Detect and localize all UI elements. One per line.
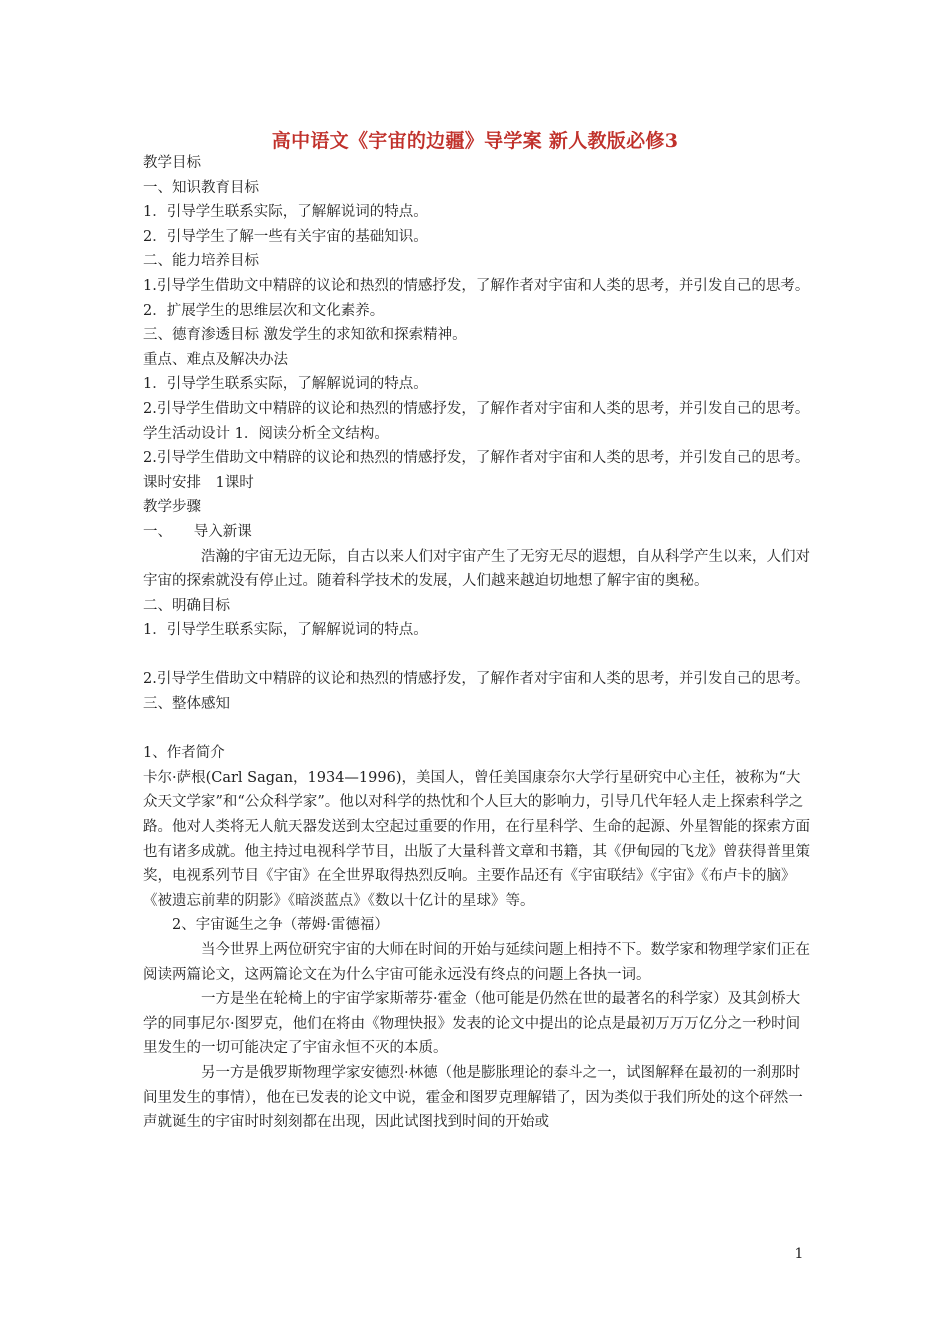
paragraph: 卡尔·萨根(Carl Sagan，1934—1996)，美国人，曾任美国康奈尔大学行星研究中心主任，被称为“大众天文学家”和“公众科学家”。他以对科学的热忱和个人巨大的影响力，引导几代年轻人走上探索科学之路。他对人类将无人航天器发送到太空起过重要的作用，在行星科学、生命的起源、外星智能的探索方面也有诸多成就。他主持过电视科学节目，出版了大量科普文章和书籍，其《伊甸园的飞龙》曾获得普里策奖，电视系列节目《宇宙》在全世界取得热烈反响。主要作品还有《宇宙联结》《宇宙》《布卢卡的脑》《被遗忘前辈的阴影》《暗淡蓝点》《数以十亿计的星球》等。 (143, 769, 810, 909)
section-heading: 2、宇宙诞生之争（蒂姆·雷德福） (172, 917, 389, 934)
paragraph: 1．引导学生联系实际，了解解说词的特点。 (143, 204, 428, 221)
paragraph: 2．引导学生了解一些有关宇宙的基础知识。 (143, 228, 428, 245)
paragraph: 另一方是俄罗斯物理学家安德烈·林德（他是膨胀理论的泰斗之一，试图解释在最初的一刹那时间里发生的事情），他在已发表的论文中说，霍金和图罗克理解错了，因为类似于我们所处的这个砰然一声就诞生的宇宙时时刻刻都在出现，因此试图找到时间的开始或 (143, 1064, 803, 1131)
paragraph: 2.引导学生借助文中精辟的议论和热烈的情感抒发，了解作者对宇宙和人类的思考，并引发自己的思考。 课时安排 1课时 (143, 450, 817, 491)
section-heading: 一、知识教育目标 (143, 179, 259, 196)
paragraph: 1．引导学生联系实际，了解解说词的特点。 (143, 376, 428, 393)
section-heading: 二、明确目标 (143, 597, 230, 614)
section-heading: 二、能力培养目标 (143, 253, 259, 270)
paragraph: 1.引导学生借助文中精辟的议论和热烈的情感抒发，了解作者对宇宙和人类的思考，并引发自己的思考。 2．扩展学生的思维层次和文化素养。 (143, 277, 817, 319)
paragraph: 2.引导学生借助文中精辟的议论和热烈的情感抒发，了解作者对宇宙和人类的思考，并引发自己的思考。 学生活动设计 1．阅读分析全文结构。 (143, 400, 817, 442)
document-body (143, 151, 817, 1135)
spacer (143, 717, 811, 742)
paragraph: 2.引导学生借助文中精辟的议论和热烈的情感抒发，了解作者对宇宙和人类的思考，并引发自己的思考。 三、整体感知 (143, 671, 817, 713)
paragraph: 当今世界上两位研究宇宙的大师在时间的开始与延续问题上相持不下。数学家和物理学家们正在阅读两篇论文，这两篇论文在为什么宇宙可能永远没有终点的问题上各执一词。 (143, 942, 810, 983)
document-title: 高中语文《宇宙的边疆》导学案 新人教版必修3 (271, 130, 679, 152)
paragraph: 一方是坐在轮椅上的宇宙学家斯蒂芬·霍金（他可能是仍然在世的最著名的科学家）及其剑桥大学的同事尼尔·图罗克，他们在将由《物理快报》发表的论文中提出的论点是最初万万万亿分之一秒时间里发生的一切可能决定了宇宙永恒不灭的本质。 (143, 991, 801, 1057)
section-heading: 教学目标 (143, 155, 201, 171)
paragraph: 浩瀚的宇宙无边无际，自古以来人们对宇宙产生了无穷无尽的遐想，自从科学产生以来，人们对宇宙的探索就没有停止过。随着科学技术的发展，人们越来越迫切地想了解宇宙的奥秘。 (143, 548, 810, 590)
paragraph: 1．引导学生联系实际，了解解说词的特点。 (143, 622, 428, 639)
paragraph: 三、德育渗透目标 激发学生的求知欲和探索精神。 (143, 327, 467, 344)
section-heading: 重点、难点及解决办法 (143, 351, 288, 368)
page-number: 1 (794, 1246, 804, 1262)
section-heading: 一、 导入新课 (143, 523, 252, 540)
spacer (143, 643, 811, 668)
section-heading: 1、作者简介 (143, 745, 225, 762)
section-heading: 教学步骤 (143, 499, 201, 516)
